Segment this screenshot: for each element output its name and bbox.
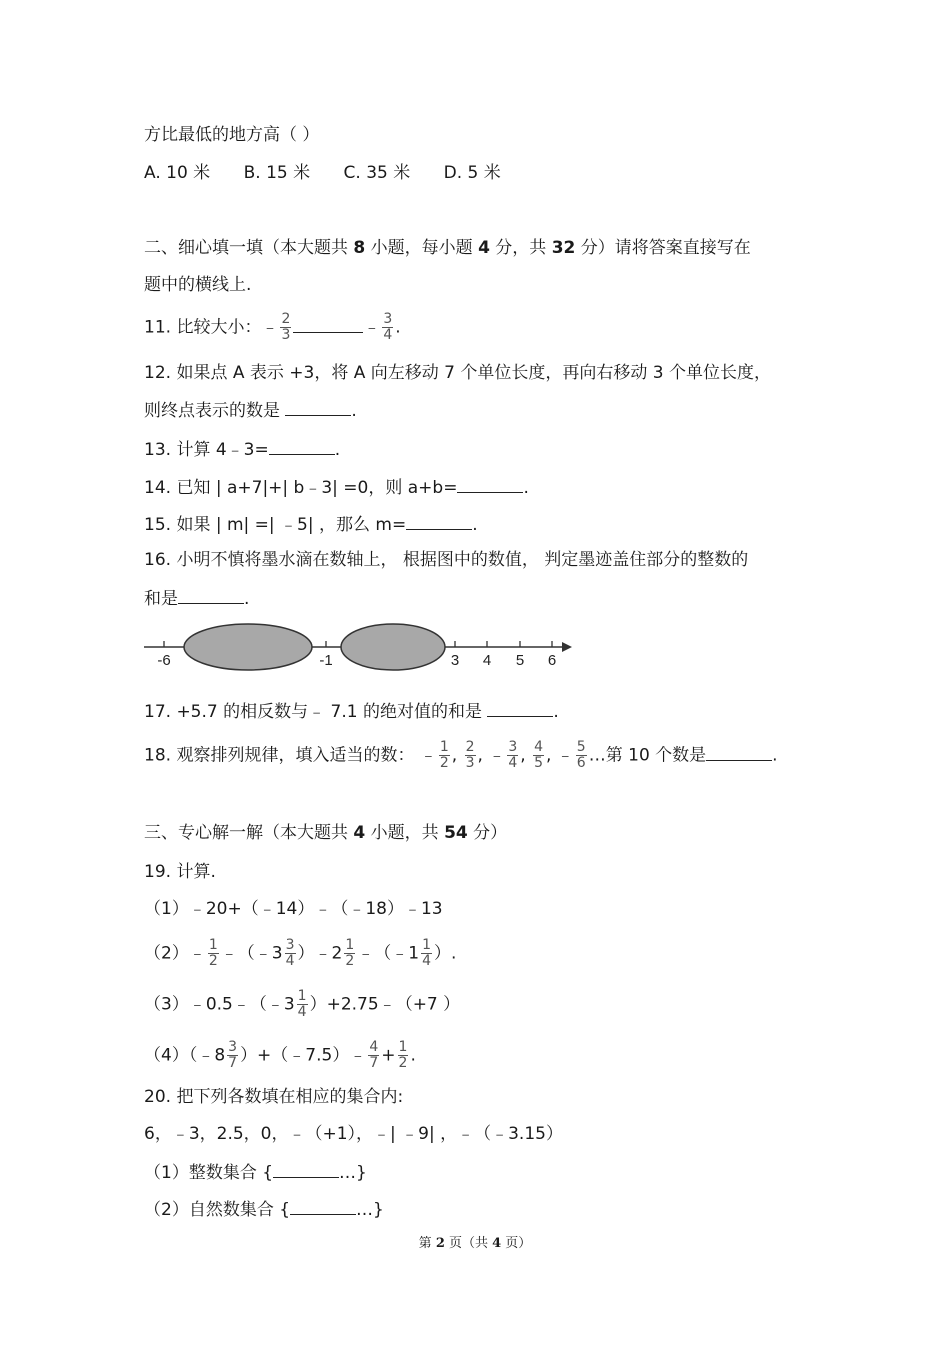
fraction: $\frac{3}{7}$ — [228, 1039, 238, 1071]
tick-label: 3 — [450, 652, 460, 669]
answer-blank[interactable] — [285, 397, 351, 416]
q20-numbers: 6，﹣3，2.5，0，﹣（+1），﹣| ﹣9| ，﹣（﹣3.15） — [144, 1124, 563, 1144]
option-c: C. 35 米 — [343, 163, 411, 183]
number-line-figure — [140, 622, 580, 674]
q15: 15. 如果 | m| =| ﹣5| ，那么 m= . — [144, 511, 478, 537]
fraction: $\frac{1}{2}$ — [398, 1039, 408, 1071]
fraction: $\frac{5}{6}$ — [576, 739, 586, 771]
answer-blank[interactable] — [178, 585, 244, 604]
q20-title: 20. 把下列各数填在相应的集合内: — [144, 1087, 404, 1107]
q12-line1: 12. 如果点 A 表示 +3，将 A 向左移动 7 个单位长度，再向右移动 3 个单位长度， — [144, 363, 772, 383]
tick-label: 5 — [515, 652, 525, 669]
q16-line2: 和是 . — [144, 585, 249, 611]
answer-blank[interactable] — [273, 1159, 339, 1178]
section2-heading-line2: 题中的横线上. — [144, 275, 252, 295]
q10-options — [144, 161, 529, 185]
fraction: $\frac{2}{3}$ — [465, 739, 475, 771]
q12-line2: 则终点表示的数是 . — [144, 397, 357, 423]
answer-blank[interactable] — [290, 1196, 356, 1215]
fraction: $\frac{1}{4}$ — [422, 937, 431, 969]
q16-line1: 16. 小明不慎将墨水滴在数轴上， 根据图中的数值， 判定墨迹盖住部分的整数的 — [144, 550, 749, 570]
q17: 17. +5.7 的相反数与﹣ 7.1 的绝对值的和是 . — [144, 698, 559, 724]
fraction: $\frac{2}{3}$ — [281, 311, 291, 343]
fraction: $\frac{1}{2}$ — [439, 739, 449, 771]
option-b: B. 15 米 — [243, 163, 311, 183]
section3-heading: 三、专心解一解（本大题共 4 小题，共 54 分） — [144, 823, 508, 843]
option-a: A. 10 米 — [144, 163, 211, 183]
answer-blank[interactable] — [706, 742, 772, 761]
answer-blank[interactable] — [269, 436, 335, 455]
answer-blank[interactable] — [406, 511, 472, 530]
q19-part2: （2）﹣ $\frac{1}{2}$ ﹣（﹣3 $\frac{3}{4}$ ）﹣2 $\frac{1}{2}$ ﹣（﹣1 $\frac{1}{4}$ ）. — [144, 937, 457, 969]
q19-part4: （4）（﹣8 $\frac{3}{7}$ ）+（﹣7.5）﹣ $\frac{4}{7}$ + $\frac{1}{2}$ . — [144, 1039, 416, 1071]
tick-label: 4 — [482, 652, 492, 669]
fraction: $\frac{4}{7}$ — [369, 1039, 379, 1071]
tick-label: -6 — [157, 652, 171, 669]
fraction: $\frac{1}{2}$ — [345, 937, 355, 969]
q19-title: 19. 计算. — [144, 862, 216, 882]
fraction: $\frac{1}{4}$ — [297, 988, 307, 1020]
arrow-head — [562, 642, 572, 652]
fraction: $\frac{4}{5}$ — [534, 739, 543, 771]
fraction: $\frac{3}{4}$ — [508, 739, 518, 771]
q14: 14. 已知 | a+7|+| b﹣3| =0，则 a+b= . — [144, 474, 529, 500]
q11: 11. 比较大小：﹣ $\frac{2}{3}$ ﹣ $\frac{3}{4}$ . — [144, 311, 401, 343]
answer-blank[interactable] — [293, 314, 363, 333]
q18: 18. 观察排列规律，填入适当的数： ﹣ $\frac{1}{2}$ , $\frac{2}{3}$ , ﹣ $\frac{3}{4}$ , $\frac{4}{5}$ , ﹣ $\frac{5}{6}$ …第 10 个数是 . — [144, 739, 778, 771]
q20-set-integers: （1）整数集合 { …} — [144, 1159, 367, 1185]
q19-part1: （1）﹣20+（﹣14）﹣（﹣18）﹣13 — [144, 899, 443, 919]
page-footer: 第 2 页（共 4 页） — [418, 1236, 532, 1251]
q10-tail: 方比最低的地方高（ ） — [144, 125, 320, 145]
fraction: $\frac{3}{4}$ — [383, 311, 393, 343]
answer-blank[interactable] — [487, 698, 553, 717]
fraction: $\frac{1}{2}$ — [208, 937, 218, 969]
fraction: $\frac{3}{4}$ — [285, 937, 295, 969]
section2-heading: 二、细心填一填（本大题共 8 小题，每小题 4 分，共 32 分）请将答案直接写在 — [144, 238, 751, 258]
ink-blot-right — [341, 624, 445, 670]
tick-label: 6 — [547, 652, 557, 669]
tick-label: -1 — [319, 652, 333, 669]
ink-blot-left — [184, 624, 312, 670]
q20-set-naturals: （2）自然数集合 { …} — [144, 1196, 384, 1222]
q19-part3: （3）﹣0.5﹣（﹣3 $\frac{1}{4}$ ）+2.75﹣（+7 ） — [144, 988, 461, 1020]
q13: 13. 计算 4﹣3= . — [144, 436, 340, 462]
option-d: D. 5 米 — [443, 163, 501, 183]
answer-blank[interactable] — [457, 474, 523, 493]
